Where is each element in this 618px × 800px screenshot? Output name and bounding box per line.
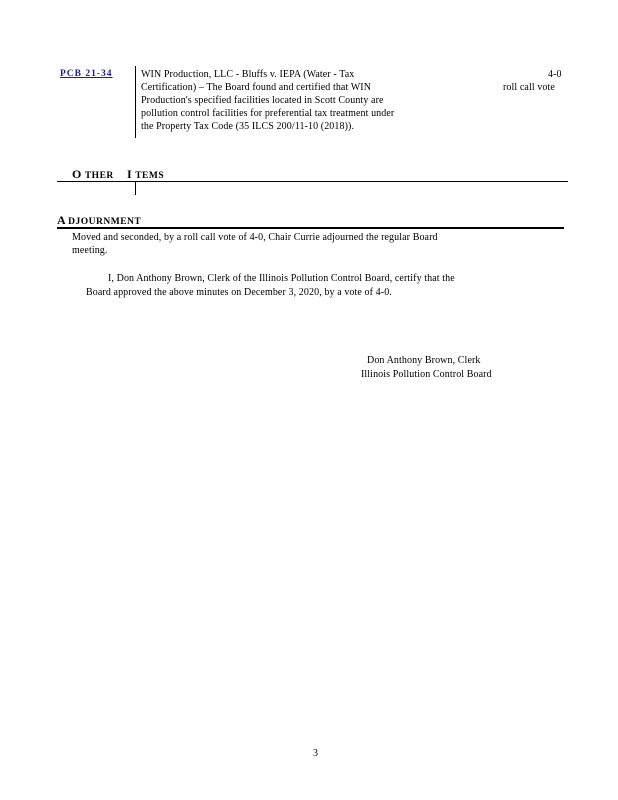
adjournment-line: meeting. bbox=[72, 245, 108, 256]
heading-initial: I bbox=[127, 167, 133, 181]
board-name: Illinois Pollution Control Board bbox=[361, 369, 492, 380]
case-description-line: pollution control facilities for preferential tax treatment under bbox=[141, 108, 395, 119]
adjournment-text bbox=[72, 231, 438, 257]
other-items-rule bbox=[57, 181, 568, 182]
adjournment-heading bbox=[57, 213, 141, 228]
case-column-divider bbox=[135, 66, 136, 138]
heading-rest: TEMS bbox=[135, 171, 165, 181]
case-description-line: WIN Production, LLC - Bluffs v. IEPA (Water - Tax bbox=[141, 69, 355, 80]
vote-type: roll call vote bbox=[503, 82, 555, 93]
heading-initial: A bbox=[57, 213, 67, 227]
case-description-line: Production's specified facilities located in Scott County are bbox=[141, 95, 384, 106]
certification-line: I, Don Anthony Brown, Clerk of the Illinois Pollution Control Board, certify that the bbox=[108, 273, 455, 284]
certification-line: Board approved the above minutes on December 3, 2020, by a vote of 4-0. bbox=[86, 287, 392, 298]
heading-rest: DJOURNMENT bbox=[68, 217, 142, 227]
other-items-column-tick bbox=[135, 181, 136, 195]
page-number: 3 bbox=[313, 748, 318, 759]
heading-rest: THER bbox=[84, 171, 114, 181]
vote-count: 4-0 bbox=[548, 69, 562, 80]
adjournment-rule bbox=[57, 227, 564, 229]
case-number-link[interactable]: PCB 21-34 bbox=[60, 69, 113, 79]
case-description-line: the Property Tax Code (35 ILCS 200/11-10 (2018)). bbox=[141, 121, 355, 132]
heading-initial: O bbox=[72, 167, 82, 181]
case-description bbox=[141, 68, 394, 133]
case-description-line: Certification) – The Board found and certified that WIN bbox=[141, 82, 372, 93]
clerk-name: Don Anthony Brown, Clerk bbox=[367, 355, 481, 366]
adjournment-line: Moved and seconded, by a roll call vote of 4-0, Chair Currie adjourned the regular Board bbox=[72, 232, 438, 243]
other-items-heading bbox=[72, 167, 164, 182]
